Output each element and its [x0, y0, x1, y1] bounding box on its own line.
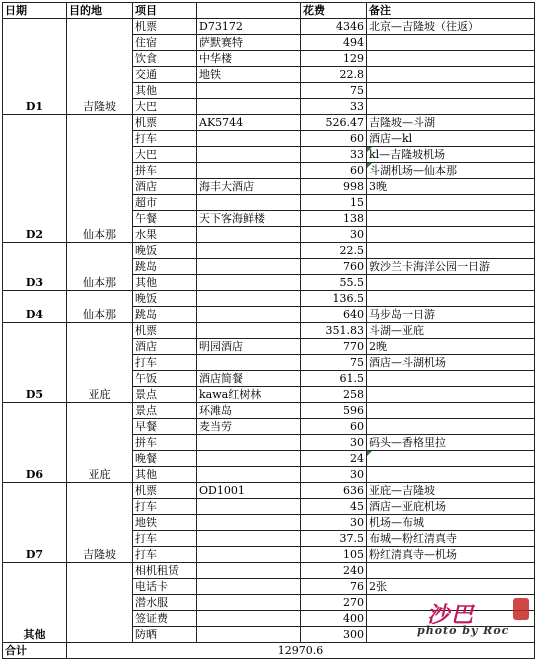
item-cell: 晚饭	[133, 291, 197, 307]
header-row	[3, 3, 535, 19]
cost-cell: 45	[301, 499, 367, 515]
destination-cell: 吉隆坡	[67, 483, 133, 563]
item-cell: 晚餐	[133, 451, 197, 467]
item-cell: 打车	[133, 355, 197, 371]
note-cell	[367, 291, 535, 307]
note-cell: 酒店—斗湖机场	[367, 355, 535, 371]
item-cell: 打车	[133, 499, 197, 515]
item-cell: 超市	[133, 195, 197, 211]
cost-cell: 60	[301, 419, 367, 435]
detail-cell	[197, 323, 301, 339]
note-cell	[367, 451, 535, 467]
detail-cell	[197, 259, 301, 275]
day-cell: D5	[3, 323, 67, 403]
item-cell: 水果	[133, 227, 197, 243]
cost-cell: 526.47	[301, 115, 367, 131]
item-cell: 相机租赁	[133, 563, 197, 579]
cost-cell: 129	[301, 51, 367, 67]
detail-cell: 麦当劳	[197, 419, 301, 435]
detail-cell	[197, 451, 301, 467]
item-cell: 潜水服	[133, 595, 197, 611]
item-cell: 大巴	[133, 99, 197, 115]
day-cell: 其他	[3, 563, 67, 643]
item-cell: 打车	[133, 531, 197, 547]
cost-cell: 760	[301, 259, 367, 275]
note-cell: 斗湖机场—仙本那	[367, 163, 535, 179]
note-cell	[367, 371, 535, 387]
item-cell: 晚饭	[133, 243, 197, 259]
note-cell	[367, 387, 535, 403]
cost-cell: 136.5	[301, 291, 367, 307]
day-cell: D4	[3, 291, 67, 323]
cost-cell: 30	[301, 227, 367, 243]
detail-cell	[197, 307, 301, 323]
item-cell: 防晒	[133, 627, 197, 643]
item-cell: 打车	[133, 131, 197, 147]
destination-cell: 吉隆坡	[67, 19, 133, 115]
cost-cell: 596	[301, 403, 367, 419]
note-cell: 2晚	[367, 339, 535, 355]
header-detail	[197, 3, 301, 19]
note-cell: 吉隆坡—斗湖	[367, 115, 535, 131]
cost-cell: 60	[301, 131, 367, 147]
cost-cell: 33	[301, 99, 367, 115]
cost-cell: 400	[301, 611, 367, 627]
table-row	[3, 291, 535, 307]
note-cell	[367, 227, 535, 243]
cost-cell: 30	[301, 515, 367, 531]
header-cost: 花费	[301, 3, 367, 19]
seal-stamp-icon	[513, 598, 529, 620]
detail-cell: AK5744	[197, 115, 301, 131]
item-cell: 景点	[133, 387, 197, 403]
detail-cell	[197, 547, 301, 563]
detail-cell: 明园酒店	[197, 339, 301, 355]
cost-cell: 76	[301, 579, 367, 595]
cost-cell: 33	[301, 147, 367, 163]
note-cell: 布城—粉红清真寺	[367, 531, 535, 547]
detail-cell	[197, 99, 301, 115]
note-cell	[367, 35, 535, 51]
note-cell: 敦沙兰卡海洋公园一日游	[367, 259, 535, 275]
note-cell	[367, 211, 535, 227]
header-dest: 目的地	[67, 3, 133, 19]
item-cell: 地铁	[133, 515, 197, 531]
destination-cell: 仙本那	[67, 291, 133, 323]
cost-cell: 998	[301, 179, 367, 195]
cost-cell: 640	[301, 307, 367, 323]
header-day: 日期	[3, 3, 67, 19]
note-cell: 斗湖—亚庇	[367, 323, 535, 339]
destination-cell: 仙本那	[67, 115, 133, 243]
note-cell: 酒店—亚庇机场	[367, 499, 535, 515]
cost-cell: 258	[301, 387, 367, 403]
cost-cell: 30	[301, 435, 367, 451]
item-cell: 景点	[133, 403, 197, 419]
cost-cell: 37.5	[301, 531, 367, 547]
cost-cell: 494	[301, 35, 367, 51]
cost-cell: 770	[301, 339, 367, 355]
detail-cell: 环滩岛	[197, 403, 301, 419]
day-cell: D3	[3, 243, 67, 291]
item-cell: 打车	[133, 547, 197, 563]
detail-cell	[197, 195, 301, 211]
table-row	[3, 243, 535, 259]
note-cell: 亚庇—吉隆坡	[367, 483, 535, 499]
note-cell: 粉红清真寺—机场	[367, 547, 535, 563]
cost-cell: 55.5	[301, 275, 367, 291]
item-cell: 饮食	[133, 51, 197, 67]
detail-cell	[197, 563, 301, 579]
cost-cell: 351.83	[301, 323, 367, 339]
note-cell	[367, 467, 535, 483]
total-value: 12970.6	[67, 643, 535, 659]
detail-cell	[197, 355, 301, 371]
note-cell: 马步岛一日游	[367, 307, 535, 323]
note-cell	[367, 67, 535, 83]
table-row	[3, 403, 535, 419]
watermark	[411, 598, 531, 640]
header-note: 备注	[367, 3, 535, 19]
item-cell: 其他	[133, 467, 197, 483]
item-cell: 签证费	[133, 611, 197, 627]
item-cell: 交通	[133, 67, 197, 83]
item-cell: 酒店	[133, 179, 197, 195]
cost-cell: 30	[301, 467, 367, 483]
note-cell: 3晚	[367, 179, 535, 195]
cost-cell: 24	[301, 451, 367, 467]
item-cell: 其他	[133, 275, 197, 291]
detail-cell: 海丰大酒店	[197, 179, 301, 195]
destination-cell: 仙本那	[67, 243, 133, 291]
item-cell: 机票	[133, 19, 197, 35]
cost-cell: 240	[301, 563, 367, 579]
detail-cell	[197, 579, 301, 595]
detail-cell	[197, 291, 301, 307]
detail-cell	[197, 227, 301, 243]
detail-cell: 萨默赛特	[197, 35, 301, 51]
cost-cell: 75	[301, 355, 367, 371]
detail-cell: 中华楼	[197, 51, 301, 67]
destination-cell: 亚庇	[67, 323, 133, 403]
day-cell: D2	[3, 115, 67, 243]
note-cell	[367, 243, 535, 259]
cost-cell: 75	[301, 83, 367, 99]
item-cell: 大巴	[133, 147, 197, 163]
watermark-text: 沙巴	[427, 603, 476, 628]
detail-cell	[197, 131, 301, 147]
detail-cell	[197, 531, 301, 547]
detail-cell	[197, 611, 301, 627]
cost-cell: 138	[301, 211, 367, 227]
cost-cell: 105	[301, 547, 367, 563]
table-row	[3, 19, 535, 35]
detail-cell	[197, 515, 301, 531]
note-cell: 2张	[367, 579, 535, 595]
item-cell: 早餐	[133, 419, 197, 435]
note-cell: 酒店—kl	[367, 131, 535, 147]
detail-cell	[197, 467, 301, 483]
item-cell: 跳岛	[133, 259, 197, 275]
detail-cell: D73172	[197, 19, 301, 35]
cost-cell: 270	[301, 595, 367, 611]
note-cell: 机场—布城	[367, 515, 535, 531]
detail-cell	[197, 163, 301, 179]
total-label: 合计	[3, 643, 67, 659]
item-cell: 午饭	[133, 371, 197, 387]
note-cell	[367, 99, 535, 115]
item-cell: 机票	[133, 115, 197, 131]
detail-cell	[197, 499, 301, 515]
detail-cell	[197, 595, 301, 611]
cost-cell: 300	[301, 627, 367, 643]
detail-cell: 地铁	[197, 67, 301, 83]
item-cell: 机票	[133, 483, 197, 499]
note-cell: 北京—吉隆坡（往返）	[367, 19, 535, 35]
photo-credit: photo by Roc	[417, 624, 510, 637]
detail-cell: 酒店简餐	[197, 371, 301, 387]
cost-cell: 60	[301, 163, 367, 179]
cost-cell: 15	[301, 195, 367, 211]
note-cell	[367, 195, 535, 211]
table-row	[3, 115, 535, 131]
note-cell	[367, 83, 535, 99]
item-cell: 拼车	[133, 435, 197, 451]
detail-cell: kawa红树林	[197, 387, 301, 403]
detail-cell	[197, 243, 301, 259]
detail-cell	[197, 627, 301, 643]
note-cell	[367, 51, 535, 67]
note-cell	[367, 275, 535, 291]
day-cell: D1	[3, 19, 67, 115]
detail-cell: 天下客海鲜楼	[197, 211, 301, 227]
note-cell: kl—吉隆坡机场	[367, 147, 535, 163]
cost-cell: 22.5	[301, 243, 367, 259]
header-item: 项目	[133, 3, 197, 19]
detail-cell	[197, 275, 301, 291]
detail-cell	[197, 83, 301, 99]
day-cell: D6	[3, 403, 67, 483]
detail-cell	[197, 435, 301, 451]
detail-cell	[197, 147, 301, 163]
item-cell: 住宿	[133, 35, 197, 51]
item-cell: 机票	[133, 323, 197, 339]
item-cell: 跳岛	[133, 307, 197, 323]
destination-cell	[67, 563, 133, 643]
item-cell: 其他	[133, 83, 197, 99]
table-row	[3, 323, 535, 339]
item-cell: 酒店	[133, 339, 197, 355]
table-row	[3, 483, 535, 499]
table-row	[3, 563, 535, 579]
item-cell: 电话卡	[133, 579, 197, 595]
note-cell	[367, 419, 535, 435]
expense-table	[2, 2, 535, 659]
cost-cell: 61.5	[301, 371, 367, 387]
detail-cell: OD1001	[197, 483, 301, 499]
day-cell: D7	[3, 483, 67, 563]
note-cell	[367, 563, 535, 579]
cost-cell: 22.8	[301, 67, 367, 83]
cost-cell: 636	[301, 483, 367, 499]
item-cell: 拼车	[133, 163, 197, 179]
total-row	[3, 643, 535, 659]
destination-cell: 亚庇	[67, 403, 133, 483]
note-cell	[367, 403, 535, 419]
cost-cell: 4346	[301, 19, 367, 35]
note-cell: 码头—香格里拉	[367, 435, 535, 451]
item-cell: 午餐	[133, 211, 197, 227]
